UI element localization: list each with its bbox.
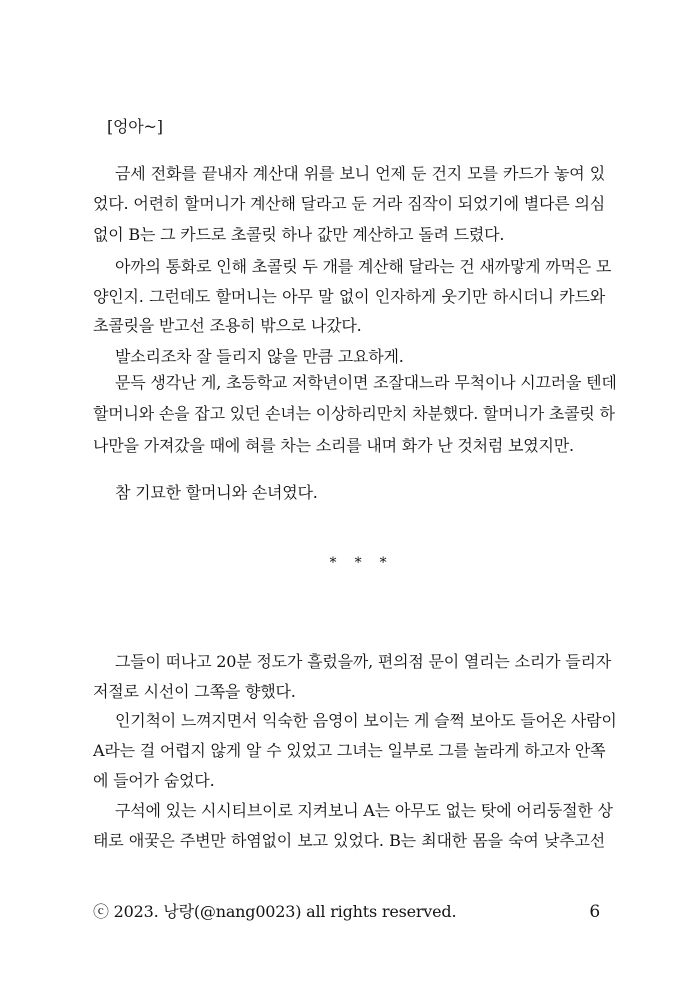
paragraph-line: 나만을 가져갔을 때에 혀를 차는 소리를 내며 화가 난 것처럼 보였지만. xyxy=(93,436,574,455)
paragraph-line: 양인지. 그런데도 할머니는 아무 말 없이 인자하게 웃기만 하시더니 카드와 xyxy=(93,287,605,306)
paragraph-line: 에 들어가 숨었다. xyxy=(93,771,215,790)
paragraph-line: 문득 생각난 게, 초등학교 저학년이면 조잘대느라 무척이나 시끄러울 텐데 xyxy=(115,373,617,392)
paragraph-line: 아까의 통화로 인해 초콜릿 두 개를 계산해 달라는 건 새까맣게 까먹은 모 xyxy=(115,257,612,276)
paragraph-line: 발소리조차 잘 들리지 않을 만큼 고요하게. xyxy=(115,347,404,366)
paragraph-line: 저절로 시선이 그쪽을 향했다. xyxy=(93,682,296,701)
paragraph-line: 초콜릿을 받고선 조용히 밖으로 나갔다. xyxy=(93,316,362,335)
paragraph-line: 구석에 있는 시시티브이로 지켜보니 A는 아무도 없는 탓에 어리둥절한 상 xyxy=(115,801,613,820)
page-number: 6 xyxy=(589,902,600,922)
paragraph-line: 없이 B는 그 카드로 초콜릿 하나 값만 계산하고 돌려 드렸다. xyxy=(93,225,505,244)
paragraph-line: 그들이 떠나고 20분 정도가 흘렀을까, 편의점 문이 열리는 소리가 들리자 xyxy=(115,652,611,671)
paragraph-line: 할머니와 손을 잡고 있던 손녀는 이상하리만치 차분했다. 할머니가 초콜릿 하 xyxy=(93,404,615,423)
paragraph-line: 참 기묘한 할머니와 손녀였다. xyxy=(115,483,318,502)
dialogue-line: [엉아~] xyxy=(107,117,163,136)
paragraph-line: 금세 전화를 끝내자 계산대 위를 보니 언제 둔 건지 모를 카드가 놓여 있 xyxy=(115,164,605,183)
paragraph-line: A라는 걸 어렵지 않게 알 수 있었고 그녀는 일부로 그를 놀라게 하고자 안쪽 xyxy=(93,741,606,760)
paragraph-line: 인기척이 느껴지면서 익숙한 음영이 보이는 게 슬쩍 보아도 들어온 사람이 xyxy=(115,711,617,730)
paragraph-line: 었다. 어련히 할머니가 계산해 달라고 둔 거라 짐작이 되었기에 별다른 의심 xyxy=(93,194,605,213)
copyright-notice: ⓒ 2023. 낭랑(@nang0023) all rights reserved. xyxy=(93,902,457,921)
paragraph-line: 태로 애꿎은 주변만 하염없이 보고 있었다. B는 최대한 몸을 숙여 낮추고선 xyxy=(93,831,605,850)
section-break: * * * xyxy=(329,555,387,571)
